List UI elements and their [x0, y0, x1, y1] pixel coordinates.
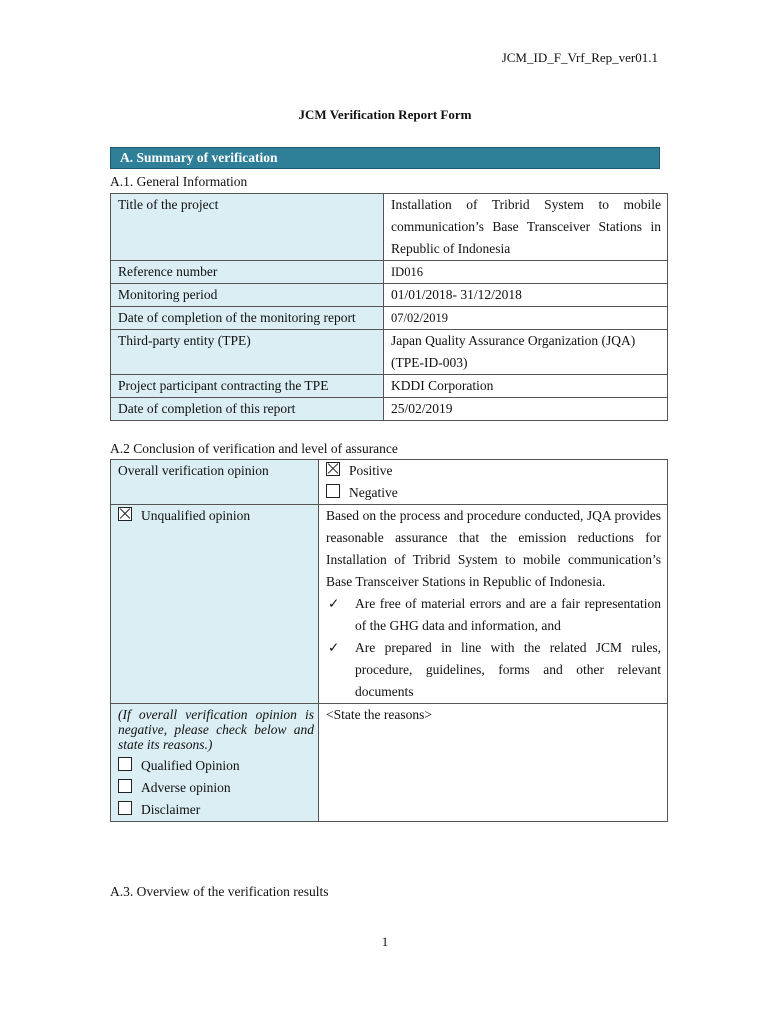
option-label: Adverse opinion — [141, 780, 231, 795]
table-row — [111, 398, 668, 421]
row-label: Date of completion of this report — [111, 398, 384, 421]
row-label: Third-party entity (TPE) — [111, 330, 384, 375]
checkbox-icon[interactable] — [326, 484, 340, 498]
positive-option[interactable] — [326, 460, 661, 482]
disclaimer-option[interactable] — [118, 799, 314, 821]
unqualified-opinion-cell — [111, 505, 319, 704]
general-information-table — [110, 193, 668, 421]
row-label: Monitoring period — [111, 284, 384, 307]
negative-instruction-note: (If overall verification opinion is negative, please check below and state its reasons.) — [118, 707, 314, 752]
a1-heading: A.1. General Information — [110, 174, 248, 189]
table-row — [111, 704, 668, 822]
row-label: Date of completion of the monitoring report — [111, 307, 384, 330]
tpe-value: Japan Quality Assurance Organization (JQA) (TPE-ID-003) — [384, 330, 668, 375]
negative-option[interactable] — [326, 482, 661, 504]
a2-heading: A.2 Conclusion of verification and level of assurance — [110, 441, 398, 456]
page-number: 1 — [381, 934, 389, 949]
table-row — [111, 307, 668, 330]
report-completion-date-value: 25/02/2019 — [384, 398, 668, 421]
form-title: JCM Verification Report Form — [298, 107, 472, 122]
monitoring-report-date-value: 07/02/2019 — [384, 307, 668, 330]
negative-opinion-cell — [111, 704, 319, 822]
table-row — [111, 284, 668, 307]
verification-opinion-table — [110, 459, 668, 822]
row-label: Title of the project — [111, 194, 384, 261]
reasons-cell[interactable] — [319, 704, 668, 822]
overall-opinion-label: Overall verification opinion — [111, 460, 319, 505]
table-row — [111, 330, 668, 375]
option-label: Unqualified opinion — [141, 508, 251, 523]
checked-checkbox-icon[interactable] — [326, 462, 340, 476]
qualified-opinion-option[interactable] — [118, 755, 314, 777]
checkbox-icon[interactable] — [118, 779, 132, 793]
overall-opinion-options — [319, 460, 668, 505]
bullet-text: Are free of material errors and are a fair representation of the GHG data and information, and — [355, 596, 661, 633]
unqualified-option[interactable] — [118, 505, 314, 527]
row-label: Project participant contracting the TPE — [111, 375, 384, 398]
reference-number-value: ID016 — [384, 261, 668, 284]
table-row — [111, 194, 668, 261]
option-label: Positive — [349, 463, 393, 478]
checked-checkbox-icon[interactable] — [118, 507, 132, 521]
document-id: JCM_ID_F_Vrf_Rep_ver01.1 — [501, 50, 658, 65]
table-row — [111, 261, 668, 284]
table-row — [111, 460, 668, 505]
table-row — [111, 375, 668, 398]
bullet-text: Are prepared in line with the related JCM rules, procedure, guidelines, forms and other relevant documents — [355, 640, 661, 699]
project-participant-value: KDDI Corporation — [384, 375, 668, 398]
section-a-header: A. Summary of verification — [110, 147, 660, 169]
reasons-placeholder: <State the reasons> — [326, 707, 432, 722]
option-label: Disclaimer — [141, 802, 201, 817]
assurance-statement: Based on the process and procedure conducted, JQA provides reasonable assurance that the emission reductions for Installation of Tribrid System to mobile communication’s Base Transceiver Stations in Republic of Indonesia. — [326, 508, 661, 589]
option-label: Qualified Opinion — [141, 758, 240, 773]
adverse-opinion-option[interactable] — [118, 777, 314, 799]
project-title-value: Installation of Tribrid System to mobile communication’s Base Transceiver Stations in Republic of Indonesia — [384, 194, 668, 261]
check-mark-icon: ✓ — [328, 640, 340, 655]
checkbox-icon[interactable] — [118, 801, 132, 815]
a3-heading: A.3. Overview of the verification results — [110, 884, 329, 899]
list-item — [326, 637, 661, 703]
option-label: Negative — [349, 485, 398, 500]
check-mark-icon: ✓ — [328, 596, 340, 611]
table-row — [111, 505, 668, 704]
monitoring-period-value: 01/01/2018- 31/12/2018 — [384, 284, 668, 307]
checkbox-icon[interactable] — [118, 757, 132, 771]
unqualified-statement-cell — [319, 505, 668, 704]
list-item — [326, 593, 661, 637]
row-label: Reference number — [111, 261, 384, 284]
